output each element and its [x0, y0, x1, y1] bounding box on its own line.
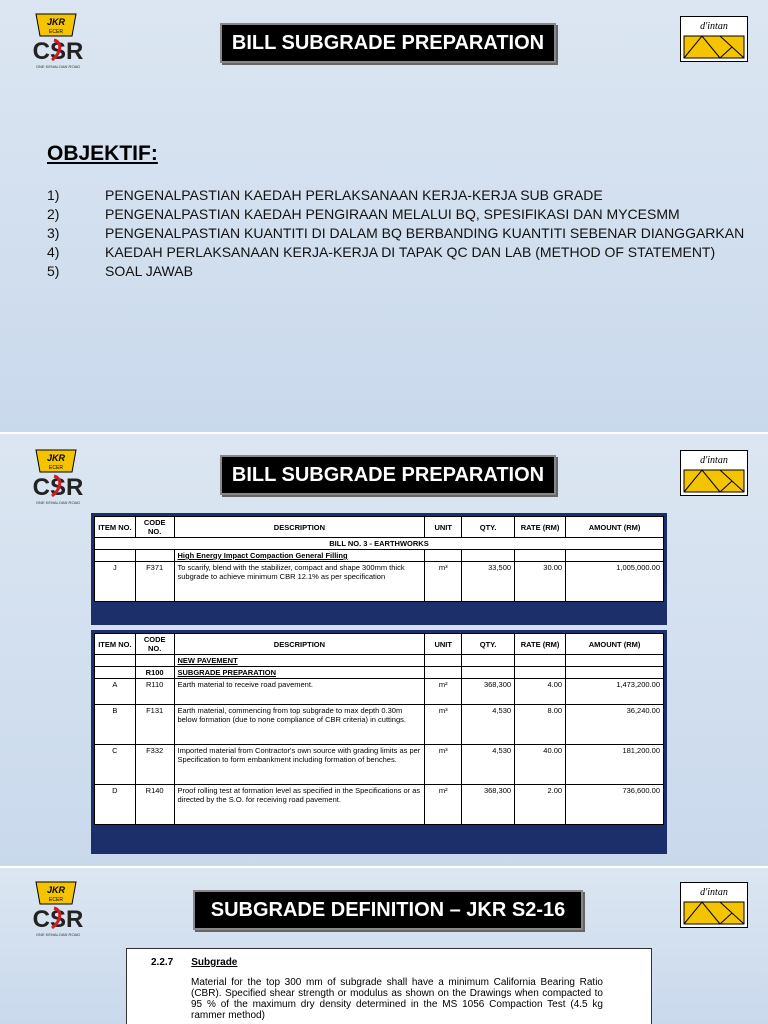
col-header: RATE (RM) — [515, 634, 566, 655]
slide-3-title: SUBGRADE DEFINITION – JKR S2-16 — [193, 890, 583, 930]
slide-3 — [0, 868, 768, 1024]
section-heading: NEW PAVEMENT — [174, 655, 425, 667]
col-header: ITEM NO. — [95, 634, 136, 655]
svg-text:JKR: JKR — [46, 885, 66, 895]
spec-excerpt — [126, 948, 652, 1024]
jkr-csr-logo — [22, 448, 96, 506]
col-header: UNIT — [425, 634, 462, 655]
col-header: CODE NO. — [135, 634, 174, 655]
col-header: DESCRIPTION — [174, 517, 425, 538]
col-header: DESCRIPTION — [174, 634, 425, 655]
svg-text:d'intan: d'intan — [700, 21, 728, 32]
col-header: QTY. — [462, 517, 515, 538]
col-header: CODE NO. — [135, 517, 174, 538]
col-header: UNIT — [425, 517, 462, 538]
col-header: AMOUNT (RM) — [566, 634, 664, 655]
jkr-csr-logo — [22, 880, 96, 938]
objective-item: 5) SOAL JAWAB — [47, 263, 193, 279]
section-heading: SUBGRADE PREPARATION — [174, 667, 425, 679]
slide-2-title: BILL SUBGRADE PREPARATION — [220, 455, 556, 495]
svg-text:ECER: ECER — [49, 897, 63, 903]
bill-1-table — [94, 516, 664, 602]
dintan-logo — [680, 882, 748, 928]
jkr-csr-logo — [22, 12, 96, 70]
section-heading: High Energy Impact Compaction General Filling — [174, 550, 425, 562]
spec-text: Material for the top 300 mm of subgrade shall have a minimum California Bearing Ratio (CBR). Specified shear strength or modulus as shown on the Drawings when compacted to 95 % of the maximum dry density determined in the MS 1056 Compaction Test (4.5 kg rammer method) — [191, 977, 603, 1021]
col-header: QTY. — [462, 634, 515, 655]
objective-item: 4) KAEDAH PERLAKSANAAN KERJA-KERJA DI TAPAK QC DAN LAB (METHOD OF STATEMENT) — [47, 244, 716, 260]
svg-text:ONE KENALOAN ROAD: ONE KENALOAN ROAD — [35, 500, 81, 505]
svg-text:ONE KENALOAN ROAD: ONE KENALOAN ROAD — [35, 64, 81, 69]
table-row: C F332 Imported material from Contractor's own source with grading limits as per Specification to form embankment including formation of benches. m³ 4,530 40.00 181,200.00 — [95, 745, 664, 785]
svg-text:CSR: CSR — [32, 474, 84, 501]
objective-item: 2) PENGENALPASTIAN KAEDAH PENGIRAAN MELALUI BQ, SPESIFIKASI DAN MYCESMM — [47, 206, 680, 222]
bill-2-table: ITEM NO. CODE NO. DESCRIPTION UNIT QTY. RATE (RM) AMOUNT (RM) NEW PAVEMENT R100 SUBGRADE PREPARATION A R110 Earth material to receive road pavement. m² 368,300 4.00 1,473,200.00 B F131 Earth material, commencing from top subgrade to max depth 0.30m below formation (due to none compliance of CBR criteria) in cuttings. m³ 4,530 8.00 36,240.00 C F332 Imported material from Contractor's own source with grading limits as per Specification to form embankment including formation of benches. m³ 4,530 40.00 181,200.00 D R140 Proof rolling test at formation level as specified in the Specifications or as directed by the S.O. for receiving road pavement. m² 368,300 2.00 736,600.00 — [94, 633, 664, 825]
table-row: J F371 To scarify, blend with the stabilizer, compact and shape 300mm thick subgrade to achieve minimum CBR 12.1% as per specification m³ 33,500 30.00 1,005,000.00 — [95, 562, 664, 602]
objective-heading: OBJEKTIF: — [47, 142, 158, 165]
table-row: A R110 Earth material to receive road pavement. m² 368,300 4.00 1,473,200.00 — [95, 679, 664, 705]
dintan-logo — [680, 16, 748, 62]
slide-2 — [0, 434, 768, 866]
objective-list — [47, 186, 744, 281]
bill-caption: BILL NO. 3 - EARTHWORKS — [95, 538, 664, 550]
svg-text:ONE KENALOAN ROAD: ONE KENALOAN ROAD — [35, 932, 81, 937]
objective-item: 3) PENGENALPASTIAN KUANTITI DI DALAM BQ BERBANDING KUANTITI SEBENAR DIANGGARKAN — [47, 225, 745, 241]
col-header: ITEM NO. — [95, 517, 136, 538]
col-header: AMOUNT (RM) — [566, 517, 664, 538]
table-row: B F131 Earth material, commencing from top subgrade to max depth 0.30m below formation (due to none compliance of CBR criteria) in cuttings. m³ 4,530 8.00 36,240.00 — [95, 705, 664, 745]
svg-text:d'intan: d'intan — [700, 455, 728, 466]
dintan-logo — [680, 450, 748, 496]
svg-text:CSR: CSR — [32, 906, 84, 933]
objective-item: 1) PENGENALPASTIAN KAEDAH PERLAKSANAAN KERJA-KERJA SUB GRADE — [47, 187, 603, 203]
svg-text:d'intan: d'intan — [700, 887, 728, 898]
table-row: D R140 Proof rolling test at formation level as specified in the Specifications or as directed by the S.O. for receiving road pavement. m² 368,300 2.00 736,600.00 — [95, 785, 664, 825]
col-header: RATE (RM) — [515, 517, 566, 538]
slide-1 — [0, 0, 768, 432]
svg-text:JKR: JKR — [46, 453, 66, 463]
slide-1-title: BILL SUBGRADE PREPARATION — [220, 23, 556, 63]
csr-text: CSR — [32, 38, 84, 65]
jkr-text: JKR — [46, 17, 66, 27]
svg-text:ECER: ECER — [49, 465, 63, 471]
spec-heading: 2.2.7 Subgrade — [151, 957, 238, 968]
svg-text:ECER: ECER — [49, 29, 63, 35]
